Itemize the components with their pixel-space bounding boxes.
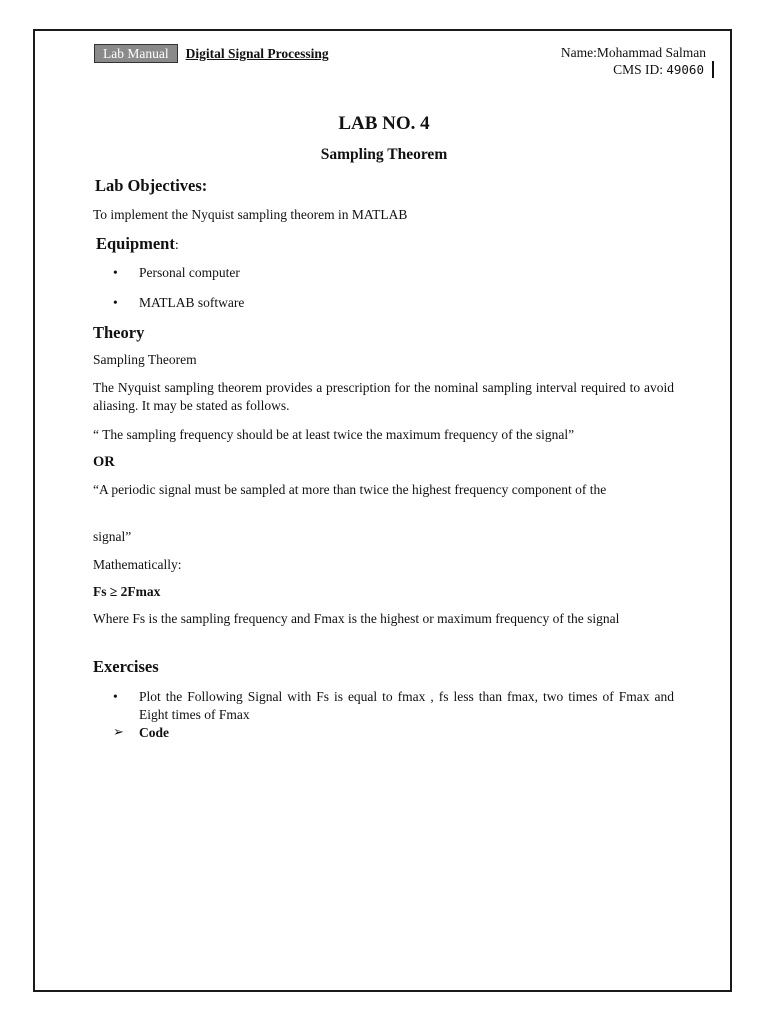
objectives-heading: Lab Objectives: — [95, 176, 208, 195]
theory-heading: Theory — [93, 323, 145, 342]
equipment-heading-text: Equipment — [96, 234, 175, 253]
header-left — [94, 44, 329, 63]
header-right — [561, 44, 706, 78]
student-name: Name:Mohammad Salman — [560, 45, 706, 60]
theory-quote-two-line2: signal” — [93, 529, 132, 544]
code-item — [113, 724, 169, 742]
mathematically-label: Mathematically: — [93, 557, 182, 572]
equipment-item — [113, 294, 674, 312]
cms-label: CMS ID: — [613, 62, 663, 77]
equipment-item-text: Personal computer — [139, 265, 240, 280]
bullet-icon: • — [113, 265, 118, 280]
lab-subtitle: Sampling Theorem — [320, 146, 448, 163]
equipment-heading-colon: : — [174, 238, 179, 253]
theory-or: OR — [93, 454, 115, 470]
theory-subheading: Sampling Theorem — [93, 352, 197, 367]
bullet-icon: • — [113, 295, 118, 310]
exercise-item-text: Plot the Following Signal with Fs is equal to fmax , fs less than fmax, two times of Fmax and Eight times of Fmax — [139, 689, 674, 722]
equipment-heading — [96, 234, 179, 254]
exercise-item — [113, 688, 674, 724]
theory-quote-two-line1: “A periodic signal must be sampled at more than twice the highest frequency component of the — [93, 482, 607, 497]
page-border — [33, 29, 732, 992]
nyquist-formula: Fs ≥ 2Fmax — [93, 584, 161, 599]
theory-paragraph-two: Where Fs is the sampling frequency and Fmax is the highest or maximum frequency of the signal — [93, 611, 620, 626]
exercises-heading: Exercises — [93, 657, 159, 676]
equipment-item — [113, 264, 674, 282]
arrow-bullet-icon: ➢ — [113, 725, 124, 740]
theory-quote-one: “ The sampling frequency should be at least twice the maximum frequency of the signal” — [93, 427, 575, 442]
objectives-text: To implement the Nyquist sampling theorem in MATLAB — [93, 207, 408, 222]
cms-value: 49060 — [666, 62, 704, 77]
equipment-item-text: MATLAB software — [139, 295, 245, 310]
theory-paragraph: The Nyquist sampling theorem provides a prescription for the nominal sampling interval required to avoid aliasing. It may be stated as follows. — [93, 380, 674, 413]
lab-manual-label: Lab Manual — [94, 44, 178, 63]
lab-number-title: LAB NO. 4 — [338, 113, 430, 134]
cms-id — [561, 61, 714, 78]
bullet-icon: • — [113, 689, 118, 704]
course-title: Digital Signal Processing — [185, 45, 329, 61]
code-label: Code — [139, 725, 169, 740]
